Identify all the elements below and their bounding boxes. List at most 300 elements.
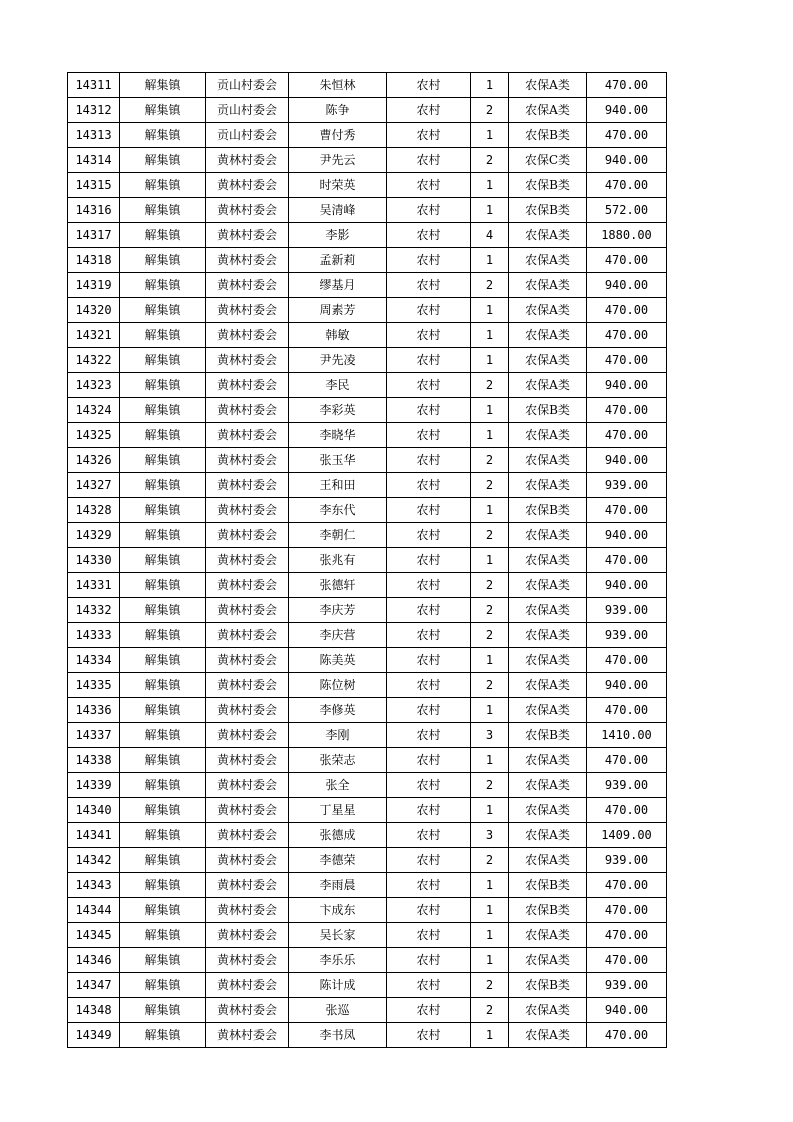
table-row xyxy=(68,773,667,798)
persons-count-cell: 1 xyxy=(471,173,509,198)
amount-cell: 470.00 xyxy=(587,948,667,973)
village-committee-cell: 黄林村委会 xyxy=(206,848,289,873)
record-id-cell: 14328 xyxy=(68,498,120,523)
table-row xyxy=(68,273,667,298)
household-type-cell: 农村 xyxy=(387,198,471,223)
household-type-cell: 农村 xyxy=(387,498,471,523)
table-row xyxy=(68,173,667,198)
persons-count-cell: 1 xyxy=(471,198,509,223)
insurance-category-cell: 农保A类 xyxy=(509,623,587,648)
person-name-cell: 李雨晨 xyxy=(289,873,387,898)
insurance-category-cell: 农保A类 xyxy=(509,73,587,98)
village-committee-cell: 贡山村委会 xyxy=(206,123,289,148)
persons-count-cell: 2 xyxy=(471,623,509,648)
person-name-cell: 李影 xyxy=(289,223,387,248)
table-row xyxy=(68,423,667,448)
record-id-cell: 14345 xyxy=(68,923,120,948)
persons-count-cell: 2 xyxy=(471,998,509,1023)
village-committee-cell: 黄林村委会 xyxy=(206,198,289,223)
person-name-cell: 李朝仁 xyxy=(289,523,387,548)
town-cell: 解集镇 xyxy=(120,148,206,173)
village-committee-cell: 黄林村委会 xyxy=(206,148,289,173)
household-type-cell: 农村 xyxy=(387,998,471,1023)
persons-count-cell: 2 xyxy=(471,573,509,598)
record-id-cell: 14314 xyxy=(68,148,120,173)
persons-count-cell: 1 xyxy=(471,498,509,523)
village-committee-cell: 黄林村委会 xyxy=(206,573,289,598)
persons-count-cell: 1 xyxy=(471,923,509,948)
record-id-cell: 14335 xyxy=(68,673,120,698)
record-id-cell: 14322 xyxy=(68,348,120,373)
table-row xyxy=(68,873,667,898)
village-committee-cell: 贡山村委会 xyxy=(206,98,289,123)
village-committee-cell: 黄林村委会 xyxy=(206,898,289,923)
insurance-category-cell: 农保A类 xyxy=(509,598,587,623)
amount-cell: 940.00 xyxy=(587,148,667,173)
table-row xyxy=(68,848,667,873)
person-name-cell: 李民 xyxy=(289,373,387,398)
persons-count-cell: 1 xyxy=(471,348,509,373)
village-committee-cell: 黄林村委会 xyxy=(206,748,289,773)
person-name-cell: 李彩英 xyxy=(289,398,387,423)
record-id-cell: 14316 xyxy=(68,198,120,223)
town-cell: 解集镇 xyxy=(120,448,206,473)
village-committee-cell: 黄林村委会 xyxy=(206,798,289,823)
person-name-cell: 丁星星 xyxy=(289,798,387,823)
persons-count-cell: 1 xyxy=(471,423,509,448)
household-type-cell: 农村 xyxy=(387,148,471,173)
insurance-category-cell: 农保A类 xyxy=(509,548,587,573)
insurance-category-cell: 农保A类 xyxy=(509,323,587,348)
town-cell: 解集镇 xyxy=(120,948,206,973)
town-cell: 解集镇 xyxy=(120,298,206,323)
household-type-cell: 农村 xyxy=(387,323,471,348)
village-committee-cell: 黄林村委会 xyxy=(206,548,289,573)
town-cell: 解集镇 xyxy=(120,623,206,648)
persons-count-cell: 1 xyxy=(471,948,509,973)
town-cell: 解集镇 xyxy=(120,723,206,748)
table-row xyxy=(68,998,667,1023)
person-name-cell: 周素芳 xyxy=(289,298,387,323)
roster-body xyxy=(68,73,667,1048)
table-row xyxy=(68,723,667,748)
village-committee-cell: 贡山村委会 xyxy=(206,73,289,98)
town-cell: 解集镇 xyxy=(120,273,206,298)
insurance-category-cell: 农保A类 xyxy=(509,648,587,673)
village-committee-cell: 黄林村委会 xyxy=(206,223,289,248)
amount-cell: 470.00 xyxy=(587,898,667,923)
town-cell: 解集镇 xyxy=(120,123,206,148)
household-type-cell: 农村 xyxy=(387,598,471,623)
person-name-cell: 李庆营 xyxy=(289,623,387,648)
village-committee-cell: 黄林村委会 xyxy=(206,373,289,398)
persons-count-cell: 2 xyxy=(471,473,509,498)
table-row xyxy=(68,798,667,823)
amount-cell: 470.00 xyxy=(587,348,667,373)
table-row xyxy=(68,973,667,998)
village-committee-cell: 黄林村委会 xyxy=(206,873,289,898)
table-row xyxy=(68,148,667,173)
household-type-cell: 农村 xyxy=(387,523,471,548)
household-type-cell: 农村 xyxy=(387,173,471,198)
village-committee-cell: 黄林村委会 xyxy=(206,948,289,973)
person-name-cell: 吴长家 xyxy=(289,923,387,948)
persons-count-cell: 1 xyxy=(471,398,509,423)
record-id-cell: 14319 xyxy=(68,273,120,298)
insurance-category-cell: 农保B类 xyxy=(509,723,587,748)
persons-count-cell: 2 xyxy=(471,273,509,298)
persons-count-cell: 1 xyxy=(471,798,509,823)
record-id-cell: 14343 xyxy=(68,873,120,898)
insurance-category-cell: 农保B类 xyxy=(509,898,587,923)
village-committee-cell: 黄林村委会 xyxy=(206,473,289,498)
person-name-cell: 李刚 xyxy=(289,723,387,748)
town-cell: 解集镇 xyxy=(120,398,206,423)
insurance-category-cell: 农保A类 xyxy=(509,373,587,398)
person-name-cell: 张兆有 xyxy=(289,548,387,573)
table-row xyxy=(68,373,667,398)
insurance-category-cell: 农保A类 xyxy=(509,948,587,973)
persons-count-cell: 3 xyxy=(471,823,509,848)
persons-count-cell: 1 xyxy=(471,1023,509,1048)
record-id-cell: 14344 xyxy=(68,898,120,923)
record-id-cell: 14347 xyxy=(68,973,120,998)
town-cell: 解集镇 xyxy=(120,648,206,673)
persons-count-cell: 4 xyxy=(471,223,509,248)
household-type-cell: 农村 xyxy=(387,898,471,923)
person-name-cell: 李乐乐 xyxy=(289,948,387,973)
table-row xyxy=(68,923,667,948)
village-committee-cell: 黄林村委会 xyxy=(206,823,289,848)
amount-cell: 470.00 xyxy=(587,398,667,423)
person-name-cell: 张玉华 xyxy=(289,448,387,473)
table-row xyxy=(68,198,667,223)
persons-count-cell: 2 xyxy=(471,773,509,798)
table-row xyxy=(68,248,667,273)
amount-cell: 470.00 xyxy=(587,873,667,898)
household-type-cell: 农村 xyxy=(387,723,471,748)
person-name-cell: 陈计成 xyxy=(289,973,387,998)
insurance-category-cell: 农保A类 xyxy=(509,848,587,873)
town-cell: 解集镇 xyxy=(120,898,206,923)
village-committee-cell: 黄林村委会 xyxy=(206,298,289,323)
household-type-cell: 农村 xyxy=(387,373,471,398)
person-name-cell: 陈美英 xyxy=(289,648,387,673)
person-name-cell: 李庆芳 xyxy=(289,598,387,623)
person-name-cell: 卞成东 xyxy=(289,898,387,923)
amount-cell: 940.00 xyxy=(587,573,667,598)
person-name-cell: 朱恒林 xyxy=(289,73,387,98)
table-row xyxy=(68,448,667,473)
household-type-cell: 农村 xyxy=(387,248,471,273)
town-cell: 解集镇 xyxy=(120,523,206,548)
town-cell: 解集镇 xyxy=(120,698,206,723)
town-cell: 解集镇 xyxy=(120,473,206,498)
persons-count-cell: 1 xyxy=(471,548,509,573)
record-id-cell: 14349 xyxy=(68,1023,120,1048)
amount-cell: 470.00 xyxy=(587,498,667,523)
household-type-cell: 农村 xyxy=(387,673,471,698)
table-row xyxy=(68,673,667,698)
insurance-category-cell: 农保A类 xyxy=(509,823,587,848)
village-committee-cell: 黄林村委会 xyxy=(206,623,289,648)
town-cell: 解集镇 xyxy=(120,198,206,223)
amount-cell: 470.00 xyxy=(587,798,667,823)
record-id-cell: 14327 xyxy=(68,473,120,498)
amount-cell: 940.00 xyxy=(587,373,667,398)
household-type-cell: 农村 xyxy=(387,123,471,148)
record-id-cell: 14317 xyxy=(68,223,120,248)
record-id-cell: 14342 xyxy=(68,848,120,873)
persons-count-cell: 1 xyxy=(471,648,509,673)
village-committee-cell: 黄林村委会 xyxy=(206,348,289,373)
table-row xyxy=(68,98,667,123)
village-committee-cell: 黄林村委会 xyxy=(206,723,289,748)
table-row xyxy=(68,323,667,348)
persons-count-cell: 2 xyxy=(471,148,509,173)
insurance-category-cell: 农保A类 xyxy=(509,798,587,823)
persons-count-cell: 1 xyxy=(471,898,509,923)
amount-cell: 470.00 xyxy=(587,173,667,198)
persons-count-cell: 1 xyxy=(471,748,509,773)
amount-cell: 939.00 xyxy=(587,623,667,648)
village-committee-cell: 黄林村委会 xyxy=(206,698,289,723)
table-row xyxy=(68,523,667,548)
town-cell: 解集镇 xyxy=(120,848,206,873)
amount-cell: 1410.00 xyxy=(587,723,667,748)
insurance-category-cell: 农保A类 xyxy=(509,223,587,248)
insurance-category-cell: 农保A类 xyxy=(509,248,587,273)
village-committee-cell: 黄林村委会 xyxy=(206,423,289,448)
household-type-cell: 农村 xyxy=(387,798,471,823)
amount-cell: 940.00 xyxy=(587,98,667,123)
town-cell: 解集镇 xyxy=(120,173,206,198)
household-type-cell: 农村 xyxy=(387,398,471,423)
household-type-cell: 农村 xyxy=(387,223,471,248)
amount-cell: 939.00 xyxy=(587,773,667,798)
persons-count-cell: 2 xyxy=(471,523,509,548)
household-type-cell: 农村 xyxy=(387,773,471,798)
village-committee-cell: 黄林村委会 xyxy=(206,498,289,523)
persons-count-cell: 2 xyxy=(471,973,509,998)
table-row xyxy=(68,73,667,98)
persons-count-cell: 1 xyxy=(471,123,509,148)
person-name-cell: 吴清峰 xyxy=(289,198,387,223)
insurance-category-cell: 农保A类 xyxy=(509,448,587,473)
person-name-cell: 尹先凌 xyxy=(289,348,387,373)
town-cell: 解集镇 xyxy=(120,873,206,898)
household-type-cell: 农村 xyxy=(387,623,471,648)
insurance-category-cell: 农保C类 xyxy=(509,148,587,173)
village-committee-cell: 黄林村委会 xyxy=(206,1023,289,1048)
persons-count-cell: 1 xyxy=(471,73,509,98)
town-cell: 解集镇 xyxy=(120,73,206,98)
persons-count-cell: 2 xyxy=(471,373,509,398)
record-id-cell: 14332 xyxy=(68,598,120,623)
person-name-cell: 张全 xyxy=(289,773,387,798)
insurance-category-cell: 农保B类 xyxy=(509,173,587,198)
town-cell: 解集镇 xyxy=(120,773,206,798)
insurance-category-cell: 农保A类 xyxy=(509,673,587,698)
record-id-cell: 14340 xyxy=(68,798,120,823)
amount-cell: 939.00 xyxy=(587,848,667,873)
town-cell: 解集镇 xyxy=(120,323,206,348)
table-row xyxy=(68,473,667,498)
amount-cell: 470.00 xyxy=(587,298,667,323)
town-cell: 解集镇 xyxy=(120,798,206,823)
table-row xyxy=(68,598,667,623)
insurance-category-cell: 农保B类 xyxy=(509,398,587,423)
table-row xyxy=(68,823,667,848)
household-type-cell: 农村 xyxy=(387,973,471,998)
person-name-cell: 曹付秀 xyxy=(289,123,387,148)
household-type-cell: 农村 xyxy=(387,273,471,298)
village-committee-cell: 黄林村委会 xyxy=(206,973,289,998)
table-row xyxy=(68,223,667,248)
persons-count-cell: 1 xyxy=(471,298,509,323)
insurance-category-cell: 农保B类 xyxy=(509,873,587,898)
table-row xyxy=(68,948,667,973)
record-id-cell: 14341 xyxy=(68,823,120,848)
persons-count-cell: 2 xyxy=(471,848,509,873)
person-name-cell: 陈争 xyxy=(289,98,387,123)
persons-count-cell: 2 xyxy=(471,673,509,698)
record-id-cell: 14329 xyxy=(68,523,120,548)
household-type-cell: 农村 xyxy=(387,923,471,948)
person-name-cell: 李书凤 xyxy=(289,1023,387,1048)
amount-cell: 939.00 xyxy=(587,473,667,498)
amount-cell: 1409.00 xyxy=(587,823,667,848)
household-type-cell: 农村 xyxy=(387,298,471,323)
insurance-category-cell: 农保A类 xyxy=(509,698,587,723)
table-row xyxy=(68,623,667,648)
village-committee-cell: 黄林村委会 xyxy=(206,648,289,673)
amount-cell: 940.00 xyxy=(587,673,667,698)
person-name-cell: 缪基月 xyxy=(289,273,387,298)
household-type-cell: 农村 xyxy=(387,73,471,98)
household-type-cell: 农村 xyxy=(387,873,471,898)
record-id-cell: 14331 xyxy=(68,573,120,598)
record-id-cell: 14321 xyxy=(68,323,120,348)
persons-count-cell: 1 xyxy=(471,873,509,898)
amount-cell: 470.00 xyxy=(587,698,667,723)
village-committee-cell: 黄林村委会 xyxy=(206,598,289,623)
person-name-cell: 孟新莉 xyxy=(289,248,387,273)
record-id-cell: 14313 xyxy=(68,123,120,148)
table-row xyxy=(68,1023,667,1048)
table-row xyxy=(68,898,667,923)
record-id-cell: 14318 xyxy=(68,248,120,273)
household-type-cell: 农村 xyxy=(387,848,471,873)
town-cell: 解集镇 xyxy=(120,248,206,273)
household-type-cell: 农村 xyxy=(387,648,471,673)
insurance-category-cell: 农保B类 xyxy=(509,973,587,998)
insurance-category-cell: 农保A类 xyxy=(509,273,587,298)
record-id-cell: 14337 xyxy=(68,723,120,748)
person-name-cell: 李德荣 xyxy=(289,848,387,873)
record-id-cell: 14339 xyxy=(68,773,120,798)
household-type-cell: 农村 xyxy=(387,548,471,573)
household-type-cell: 农村 xyxy=(387,348,471,373)
town-cell: 解集镇 xyxy=(120,423,206,448)
record-id-cell: 14326 xyxy=(68,448,120,473)
household-type-cell: 农村 xyxy=(387,823,471,848)
table-row xyxy=(68,573,667,598)
town-cell: 解集镇 xyxy=(120,498,206,523)
town-cell: 解集镇 xyxy=(120,998,206,1023)
village-committee-cell: 黄林村委会 xyxy=(206,448,289,473)
persons-count-cell: 1 xyxy=(471,323,509,348)
amount-cell: 1880.00 xyxy=(587,223,667,248)
insurance-category-cell: 农保A类 xyxy=(509,523,587,548)
persons-count-cell: 1 xyxy=(471,698,509,723)
amount-cell: 470.00 xyxy=(587,248,667,273)
record-id-cell: 14323 xyxy=(68,373,120,398)
insurance-category-cell: 农保A类 xyxy=(509,748,587,773)
village-committee-cell: 黄林村委会 xyxy=(206,673,289,698)
persons-count-cell: 2 xyxy=(471,598,509,623)
insurance-category-cell: 农保A类 xyxy=(509,1023,587,1048)
village-committee-cell: 黄林村委会 xyxy=(206,773,289,798)
town-cell: 解集镇 xyxy=(120,548,206,573)
insurance-category-cell: 农保B类 xyxy=(509,498,587,523)
amount-cell: 470.00 xyxy=(587,73,667,98)
person-name-cell: 时荣英 xyxy=(289,173,387,198)
person-name-cell: 王和田 xyxy=(289,473,387,498)
household-type-cell: 农村 xyxy=(387,1023,471,1048)
household-type-cell: 农村 xyxy=(387,473,471,498)
record-id-cell: 14336 xyxy=(68,698,120,723)
record-id-cell: 14325 xyxy=(68,423,120,448)
insurance-category-cell: 农保B类 xyxy=(509,198,587,223)
table-row xyxy=(68,398,667,423)
table-row xyxy=(68,548,667,573)
insurance-category-cell: 农保A类 xyxy=(509,298,587,323)
town-cell: 解集镇 xyxy=(120,1023,206,1048)
household-type-cell: 农村 xyxy=(387,748,471,773)
table-row xyxy=(68,748,667,773)
persons-count-cell: 2 xyxy=(471,448,509,473)
amount-cell: 470.00 xyxy=(587,548,667,573)
person-name-cell: 张德轩 xyxy=(289,573,387,598)
record-id-cell: 14312 xyxy=(68,98,120,123)
amount-cell: 572.00 xyxy=(587,198,667,223)
insurance-category-cell: 农保A类 xyxy=(509,773,587,798)
town-cell: 解集镇 xyxy=(120,748,206,773)
insurance-category-cell: 农保A类 xyxy=(509,348,587,373)
village-committee-cell: 黄林村委会 xyxy=(206,273,289,298)
record-id-cell: 14320 xyxy=(68,298,120,323)
village-committee-cell: 黄林村委会 xyxy=(206,923,289,948)
amount-cell: 470.00 xyxy=(587,323,667,348)
record-id-cell: 14348 xyxy=(68,998,120,1023)
persons-count-cell: 2 xyxy=(471,98,509,123)
person-name-cell: 尹先云 xyxy=(289,148,387,173)
household-type-cell: 农村 xyxy=(387,948,471,973)
amount-cell: 470.00 xyxy=(587,123,667,148)
record-id-cell: 14346 xyxy=(68,948,120,973)
person-name-cell: 张荣志 xyxy=(289,748,387,773)
insurance-category-cell: 农保A类 xyxy=(509,423,587,448)
town-cell: 解集镇 xyxy=(120,98,206,123)
household-type-cell: 农村 xyxy=(387,448,471,473)
village-committee-cell: 黄林村委会 xyxy=(206,323,289,348)
amount-cell: 470.00 xyxy=(587,923,667,948)
amount-cell: 470.00 xyxy=(587,1023,667,1048)
town-cell: 解集镇 xyxy=(120,673,206,698)
record-id-cell: 14334 xyxy=(68,648,120,673)
record-id-cell: 14338 xyxy=(68,748,120,773)
